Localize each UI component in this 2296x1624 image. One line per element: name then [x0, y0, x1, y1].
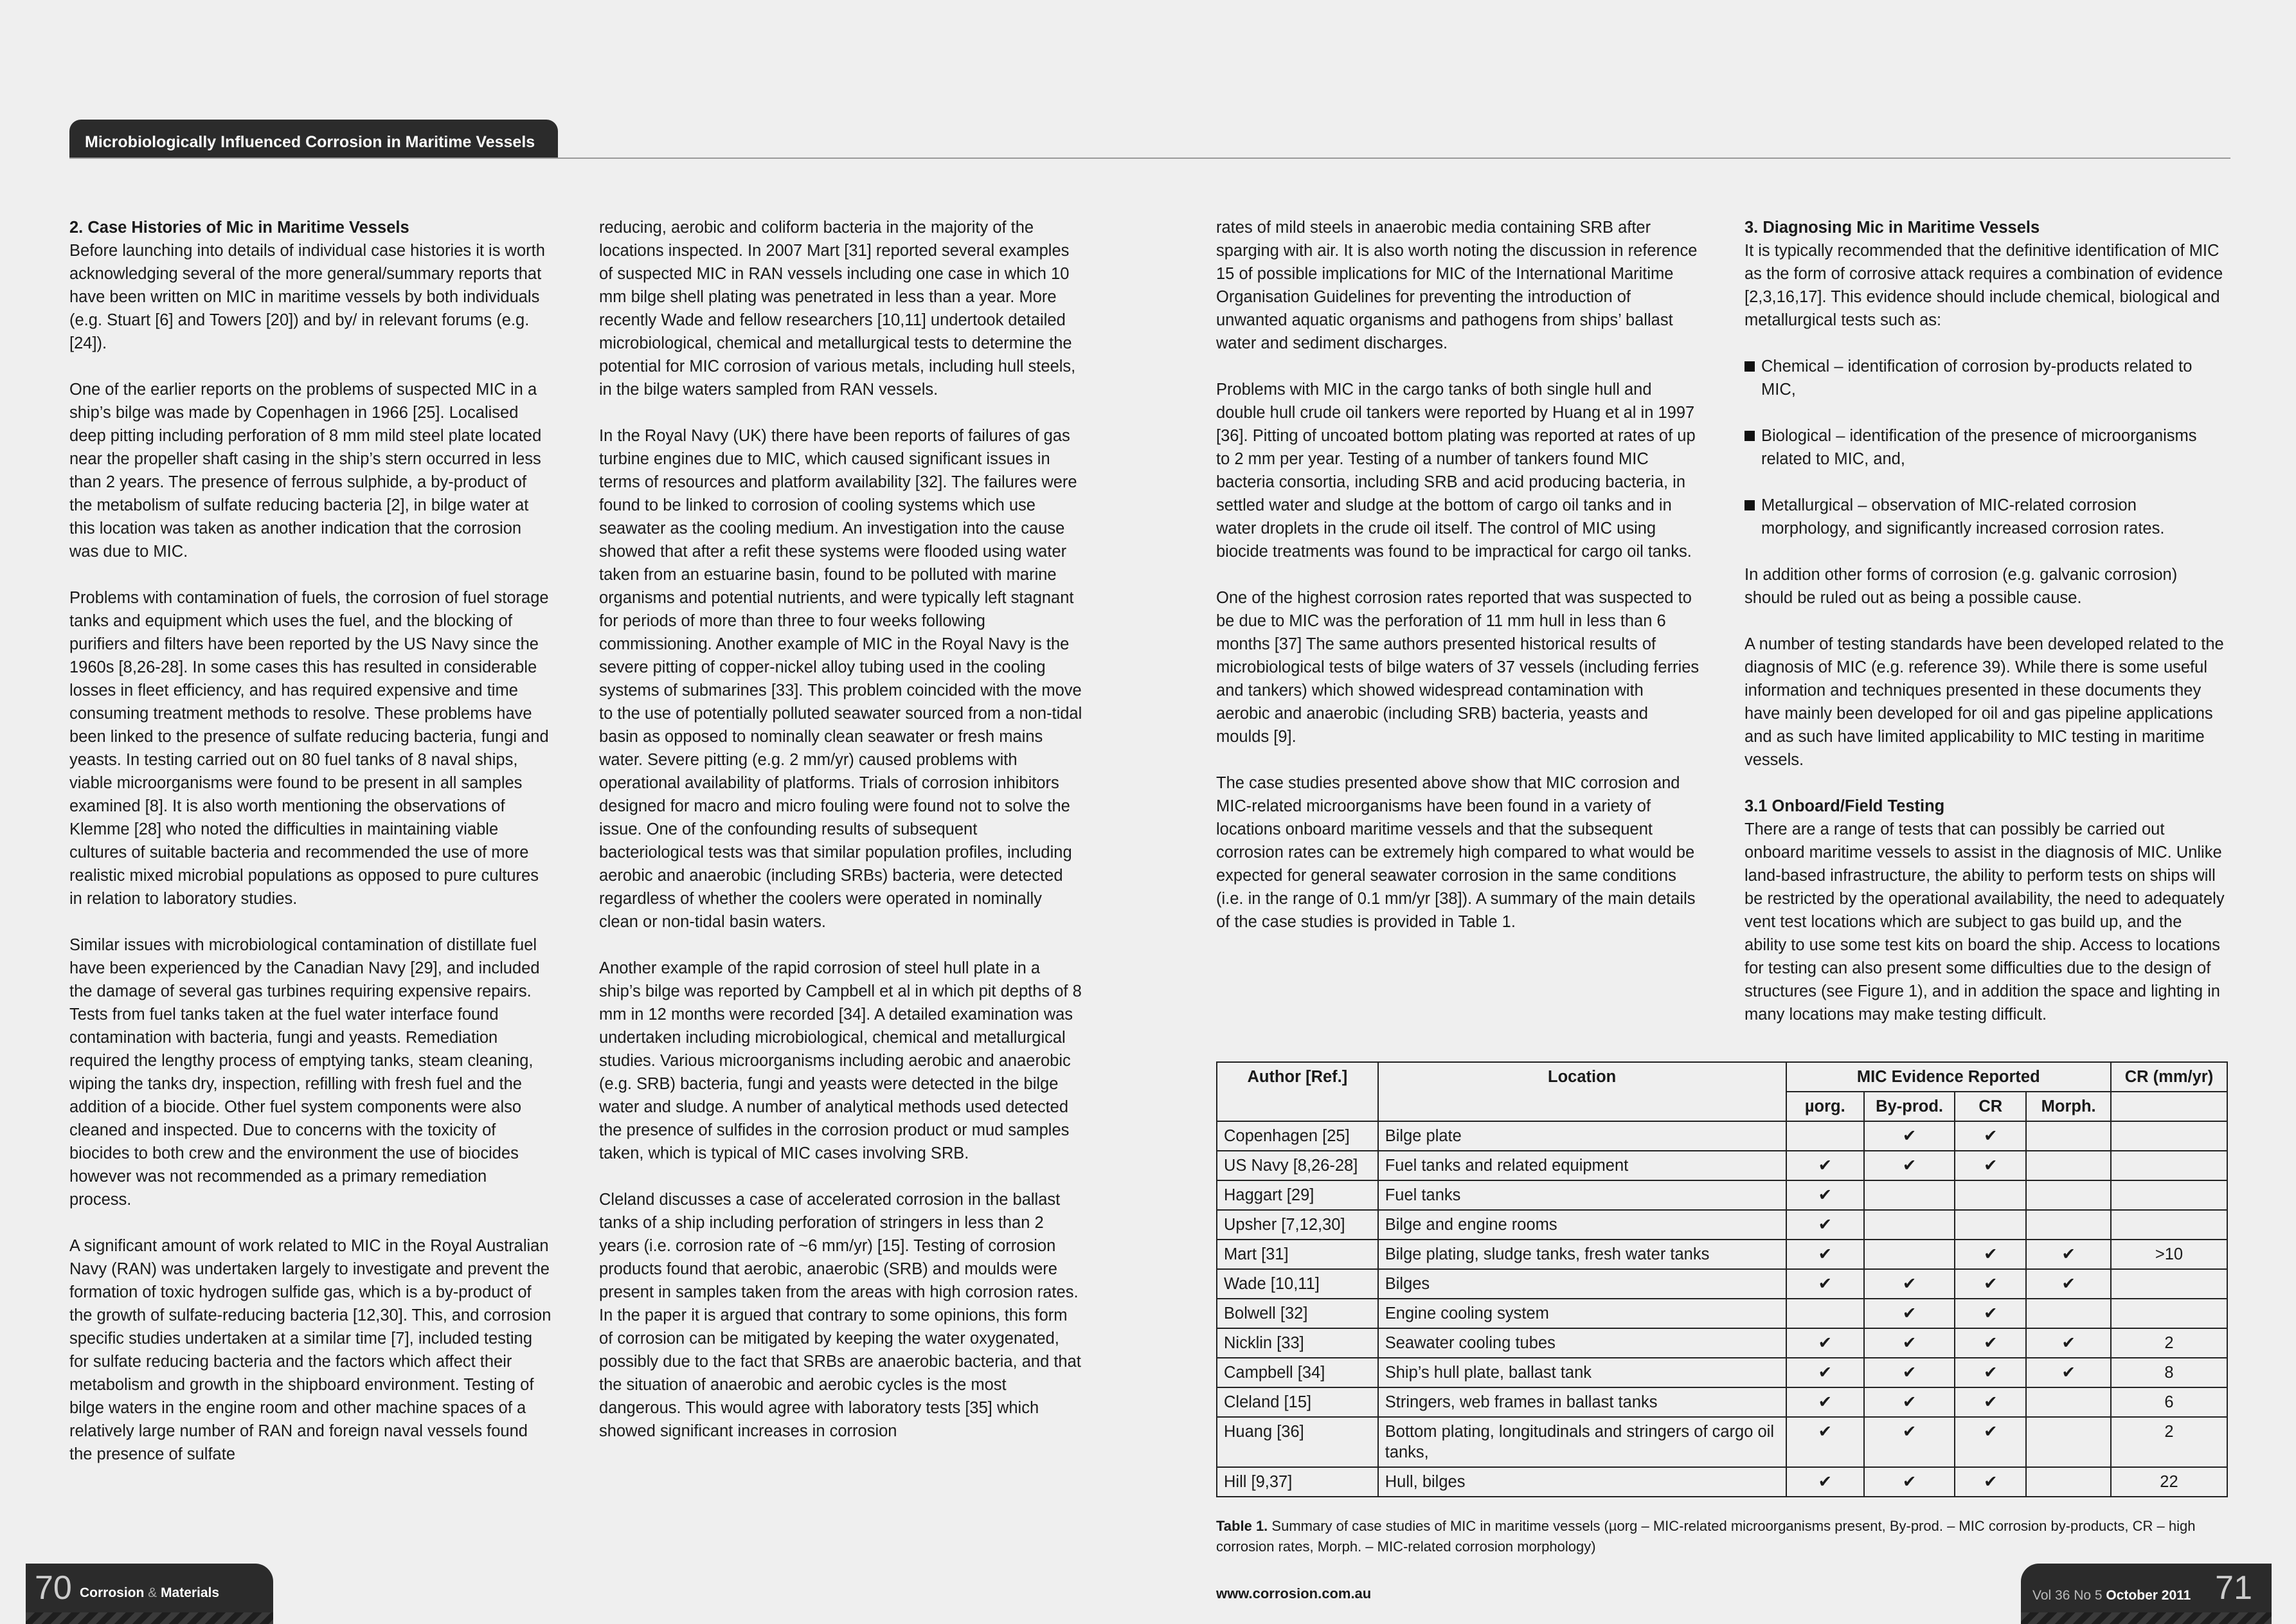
- cell-cr-rate: [2111, 1121, 2227, 1151]
- paragraph: A number of testing standards have been developed related to the diagnosis of MIC (e.g. reference 39). While there is some useful information and techniques presented in these documents they have mainly been developed for oil and gas pipeline applications and as such have limited applicability to MIC testing in maritime vessels.: [1744, 635, 2224, 769]
- cell-cr: ✔: [1955, 1240, 2026, 1269]
- cell-author: Hill [9,37]: [1217, 1467, 1378, 1497]
- col-header-location: Location: [1378, 1062, 1786, 1121]
- cell-cr-rate: [2111, 1210, 2227, 1240]
- cell-cr: ✔: [1955, 1269, 2026, 1299]
- footer-stripes: [26, 1612, 273, 1624]
- paragraph: Similar issues with microbiological contamination of distillate fuel have been experienced by the Canadian Navy [29], and included the damage of several gas turbines requiring expensive repairs. Tests from fuel tanks taken at the fuel water interface found contamination with bacteria, fungi and yeasts. Remediation required the lengthy process of emptying tanks, steam cleaning, wiping the tanks dry, inspection, refilling with fresh fuel and the addition of a biocide. Other fuel system components were also cleaned and inspected. Due to concerns with the toxicity of biocides to both crew and the environment the use of biocides however was not recommended as a primary remediation process.: [69, 936, 540, 1209]
- paragraph: One of the highest corrosion rates reported that was suspected to be due to MIC was the perforation of 11 mm hull in less than 6 months [37] The same authors presented historical results of microbiological tests of bilge waters of 37 vessels (including ferries and tankers) which showed widespread contamination with aerobic and anaerobic (including SRB) bacteria, yeasts and moulds [9].: [1216, 589, 1700, 746]
- cell-author: Upsher [7,12,30]: [1217, 1210, 1378, 1240]
- table-row: [1217, 1328, 2227, 1358]
- cell-uorg: ✔: [1786, 1269, 1864, 1299]
- cell-cr-rate: 22: [2111, 1467, 2227, 1497]
- cell-location: Stringers, web frames in ballast tanks: [1378, 1387, 1786, 1417]
- section-heading-diagnosing: 3. Diagnosing Mic in Maritime Vessels: [1744, 219, 2040, 237]
- magazine-title: Corrosion & Materials: [80, 1585, 220, 1600]
- cell-byprod: ✔: [1864, 1328, 1955, 1358]
- cell-uorg: ✔: [1786, 1240, 1864, 1269]
- cell-cr-rate: [2111, 1180, 2227, 1210]
- cell-morph: [2026, 1121, 2111, 1151]
- paragraph: Cleland discusses a case of accelerated corrosion in the ballast tanks of a ship including perforation of stringers in less than 2 years (i.e. corrosion rate of ~6 mm/yr) [15]. Testing of corrosion products found that aerobic, anaerobic (SRB) and moulds were present in samples taken from the areas with high corrosion rates. In the paper it is argued that contrary to some opinions, this form of corrosion can be mitigated by keeping the water oxygenated, possibly due to the fact that SRBs are anaerobic bacteria, and that the situation of anaerobic and aerobic cycles is the most dangerous. This would agree with laboratory tests [35] which showed significant increases in corrosion: [599, 1191, 1081, 1440]
- cell-byprod: ✔: [1864, 1467, 1955, 1497]
- cell-cr: [1955, 1180, 2026, 1210]
- table-row: [1217, 1240, 2227, 1269]
- cell-location: Bilge plating, sludge tanks, fresh water tanks: [1378, 1240, 1786, 1269]
- cell-cr-rate: 6: [2111, 1387, 2227, 1417]
- cell-location: Fuel tanks: [1378, 1180, 1786, 1210]
- col-header-cr-rate: CR (mm/yr): [2111, 1062, 2227, 1092]
- cell-cr: [1955, 1210, 2026, 1240]
- cell-location: Engine cooling system: [1378, 1299, 1786, 1328]
- cell-cr-rate: [2111, 1299, 2227, 1328]
- cell-morph: ✔: [2026, 1269, 2111, 1299]
- paragraph: Problems with MIC in the cargo tanks of both single hull and double hull crude oil tankers were reported by Huang et al in 1997 [36]. Pitting of uncoated bottom plating was reported at rates of up to 2 mm per year. Testing of a number of tankers found MIC bacteria consortia, including SRB and acid producing bacteria, in settled water and sludge at the bottom of cargo oil tanks and in water droplets in the crude oil itself. The control of MIC using biocide treatments was found to be impractical for cargo oil tanks.: [1216, 381, 1696, 561]
- paragraph: The case studies presented above show that MIC corrosion and MIC-related microorganisms have been found in a variety of locations onboard maritime vessels and that the subsequent corrosion rates can be extremely high compared to what would be expected for general seawater corrosion in the same conditions (i.e. in the range of 0.1 mm/yr [38]). A summary of the main details of the case studies is provided in Table 1.: [1216, 774, 1696, 931]
- cell-cr: ✔: [1955, 1387, 2026, 1417]
- cell-byprod: ✔: [1864, 1387, 1955, 1417]
- cell-author: Nicklin [33]: [1217, 1328, 1378, 1358]
- cell-author: Wade [10,11]: [1217, 1269, 1378, 1299]
- table-row: [1217, 1387, 2227, 1417]
- cell-location: Bottom plating, longitudinals and stringers of cargo oil tanks,: [1378, 1417, 1786, 1467]
- table-row: [1217, 1299, 2227, 1328]
- table-row: [1217, 1417, 2227, 1467]
- paragraph: It is typically recommended that the definitive identification of MIC as the form of corrosive attack requires a combination of evidence [2,3,16,17]. This evidence should include chemical, biological and metallurgical tests such as:: [1744, 242, 2223, 329]
- cell-author: Copenhagen [25]: [1217, 1121, 1378, 1151]
- cell-morph: [2026, 1417, 2111, 1467]
- test-type-list: [1744, 355, 2228, 540]
- paragraph: In addition other forms of corrosion (e.g. galvanic corrosion) should be ruled out as being a possible cause.: [1744, 566, 2178, 607]
- cell-author: Mart [31]: [1217, 1240, 1378, 1269]
- cell-author: Campbell [34]: [1217, 1358, 1378, 1387]
- cell-cr-rate: 2: [2111, 1328, 2227, 1358]
- cell-location: Bilges: [1378, 1269, 1786, 1299]
- footer-left: [26, 1564, 273, 1624]
- cell-byprod: ✔: [1864, 1417, 1955, 1467]
- cell-cr: ✔: [1955, 1417, 2026, 1467]
- cell-cr-rate: 8: [2111, 1358, 2227, 1387]
- cell-uorg: ✔: [1786, 1151, 1864, 1180]
- cell-cr: ✔: [1955, 1299, 2026, 1328]
- col-header-author: Author [Ref.]: [1217, 1062, 1378, 1121]
- cell-morph: ✔: [2026, 1328, 2111, 1358]
- cell-byprod: ✔: [1864, 1299, 1955, 1328]
- footer-stripes: [2021, 1612, 2272, 1624]
- table-row: [1217, 1151, 2227, 1180]
- cell-cr-rate: >10: [2111, 1240, 2227, 1269]
- cell-uorg: ✔: [1786, 1467, 1864, 1497]
- column-2: [599, 216, 1082, 1466]
- section-heading-case-histories: 2. Case Histories of Mic in Maritime Vessels: [69, 219, 409, 237]
- page-number-right: 71: [2215, 1569, 2252, 1607]
- cell-morph: [2026, 1299, 2111, 1328]
- table-row: [1217, 1467, 2227, 1497]
- cell-author: Huang [36]: [1217, 1417, 1378, 1467]
- cell-location: Ship’s hull plate, ballast tank: [1378, 1358, 1786, 1387]
- col-header-evidence: MIC Evidence Reported: [1786, 1062, 2111, 1092]
- col-header-byprod: By-prod.: [1864, 1092, 1955, 1121]
- cell-cr-rate: 2: [2111, 1417, 2227, 1467]
- paragraph: Another example of the rapid corrosion of steel hull plate in a ship’s bilge was reported by Campbell et al in which pit depths of 8 mm in 12 months were recorded [34]. A detailed examination was undertaken including microbiological, chemical and metallurgical studies. Various microorganisms including aerobic and anaerobic (e.g. SRB) bacteria, fungi and yeasts were detected in the bilge water and sludge. A number of analytical methods used detected the presence of sulfides in the corrosion product or mud samples taken, which is typical of MIC cases involving SRB.: [599, 959, 1082, 1162]
- table-caption: Table 1. Summary of case studies of MIC in maritime vessels (µorg – MIC-related microorganisms present, By-prod. – MIC corrosion by-products, CR – high corrosion rates, Morph. – MIC-related corrosion morphology): [1216, 1518, 2196, 1555]
- cell-cr: ✔: [1955, 1467, 2026, 1497]
- cell-morph: [2026, 1151, 2111, 1180]
- column-1: [69, 216, 553, 1489]
- cell-author: Bolwell [32]: [1217, 1299, 1378, 1328]
- bullet-square-icon: [1744, 431, 1755, 441]
- paragraph: Before launching into details of individual case histories it is worth acknowledging several of the more general/summary reports that have been written on MIC in maritime vessels by both individuals (e.g. Stuart [6] and Towers [20]) and by/ in relevant forums (e.g. [24]).: [69, 242, 545, 352]
- bullet-square-icon: [1744, 500, 1755, 510]
- col-header-uorg: µorg.: [1786, 1092, 1864, 1121]
- table-row: [1217, 1358, 2227, 1387]
- paragraph: rates of mild steels in anaerobic media containing SRB after sparging with air. It is also worth noting the discussion in reference 15 of possible implications for MIC of the International Maritime Organisation Guidelines for preventing the introduction of unwanted aquatic organisms and pathogens from ships’ ballast water and sediment discharges.: [1216, 219, 1698, 352]
- header-rule: [69, 158, 2230, 159]
- cell-author: Cleland [15]: [1217, 1387, 1378, 1417]
- column-4: [1744, 216, 2228, 1049]
- cell-uorg: ✔: [1786, 1328, 1864, 1358]
- cell-cr: ✔: [1955, 1151, 2026, 1180]
- paragraph: One of the earlier reports on the problems of suspected MIC in a ship’s bilge was made by Copenhagen in 1966 [25]. Localised deep pitting including perforation of 8 mm mild steel plate located near the propeller shaft casing in the ship’s stern occurred in less than 2 years. The presence of ferrous sulphide, a by-product of the metabolism of sulfate reducing bacteria [2], in bilge water at this location was taken as another indication that the corrosion was due to MIC.: [69, 381, 542, 561]
- cell-uorg: ✔: [1786, 1417, 1864, 1467]
- cell-morph: [2026, 1180, 2111, 1210]
- cell-location: Seawater cooling tubes: [1378, 1328, 1786, 1358]
- cell-uorg: ✔: [1786, 1180, 1864, 1210]
- table-row: [1217, 1121, 2227, 1151]
- cell-cr: ✔: [1955, 1358, 2026, 1387]
- cell-cr-rate: [2111, 1269, 2227, 1299]
- cell-uorg: [1786, 1299, 1864, 1328]
- cell-byprod: ✔: [1864, 1121, 1955, 1151]
- cell-morph: ✔: [2026, 1358, 2111, 1387]
- paragraph: In the Royal Navy (UK) there have been reports of failures of gas turbine engines due to MIC, which caused significant issues in terms of resources and platform availability [32]. The failures were found to be linked to corrosion of cooling systems which use seawater as the cooling medium. An investigation into the cause showed that after a refit these systems were flooded using water taken from an estuarine basin, found to be polluted with marine organisms and potential nutrients, and were typically left stagnant for periods of more than three to four weeks following commissioning. Another example of MIC in the Royal Navy is the severe pitting of copper-nickel alloy tubing used in the cooling systems of submarines [33]. This problem coincided with the move to the use of potentially polluted seawater sourced from a non-tidal basin as opposed to nominally clean seawater or fresh mains water. Severe pitting (e.g. 2 mm/yr) caused problems with operational availability of platforms. Trials of corrosion inhibitors designed for macro and micro fouling were found not to solve the issue. One of the confounding results of subsequent bacteriological tests was that similar population profiles, including aerobic and anaerobic (including SRBs) bacteria, were detected regardless of whether the coolers were operated in nominally clean or non-tidal basin waters.: [599, 427, 1082, 931]
- cell-morph: [2026, 1467, 2111, 1497]
- cell-location: Fuel tanks and related equipment: [1378, 1151, 1786, 1180]
- col-header-cr: CR: [1955, 1092, 2026, 1121]
- section-header-tab: Microbiologically Influenced Corrosion in Maritime Vessels: [69, 120, 558, 158]
- bullet-square-icon: [1744, 361, 1755, 372]
- cell-byprod: [1864, 1180, 1955, 1210]
- column-3: [1216, 216, 1700, 957]
- table-row: [1217, 1210, 2227, 1240]
- cell-author: US Navy [8,26-28]: [1217, 1151, 1378, 1180]
- paragraph: Problems with contamination of fuels, the corrosion of fuel storage tanks and equipment which uses the fuel, and the blocking of purifiers and filters have been reported by the US Navy since the 1960s [8,26-28]. In some cases this has resulted in considerable losses in fleet efficiency, and has required expensive and time consuming treatment methods to resolve. These problems have been linked to the presence of sulfate reducing bacteria, fungi and yeasts. In testing carried out on 80 fuel tanks of 8 naval ships, viable microorganisms were found to be present in all samples examined [8]. It is also worth mentioning the observations of Klemme [28] who noted the difficulties in maintaining viable cultures of suitable bacteria and recommended the use of more realistic mixed microbial populations as opposed to pure cultures in relation to laboratory studies.: [69, 589, 549, 908]
- cell-morph: [2026, 1210, 2111, 1240]
- case-studies-table: [1216, 1061, 2228, 1497]
- page-number-left: 70: [35, 1569, 72, 1607]
- cell-uorg: ✔: [1786, 1210, 1864, 1240]
- col-header-blank: [2111, 1092, 2227, 1121]
- paragraph: reducing, aerobic and coliform bacteria in the majority of the locations inspected. In 2007 Mart [31] reported several examples of suspected MIC in RAN vessels including one case in which 10 mm bilge shell plating was penetrated in less than a year. More recently Wade and fellow researchers [10,11] undertook detailed microbiological, chemical and metallurgical tests to determine the potential for MIC corrosion of various metals, including hull steels, in the bilge waters sampled from RAN vessels.: [599, 219, 1076, 399]
- website-url: www.corrosion.com.au: [1216, 1585, 1372, 1601]
- cell-byprod: ✔: [1864, 1151, 1955, 1180]
- cell-cr: ✔: [1955, 1328, 2026, 1358]
- cell-byprod: ✔: [1864, 1358, 1955, 1387]
- paragraph: There are a range of tests that can possibly be carried out onboard maritime vessels to assist in the diagnosis of MIC. Unlike land-based infrastructure, the ability to perform tests on ships will be restricted by the operational availability, the need to adequately vent test locations which are subject to gas build up, and the ability to use some test kits on board the ship. Access to locations for testing can also present some difficulties due to the design of structures (see Figure 1), and in addition the space and lighting in many locations may make testing difficult.: [1744, 820, 2225, 1024]
- cell-byprod: [1864, 1210, 1955, 1240]
- cell-morph: [2026, 1387, 2111, 1417]
- cell-cr-rate: [2111, 1151, 2227, 1180]
- paragraph: A significant amount of work related to MIC in the Royal Australian Navy (RAN) was undertaken largely to investigate and prevent the formation of toxic hydrogen sulfide gas, which is a by-product of the growth of sulfate-reducing bacteria [12,30]. This, and corrosion specific studies undertaken at a similar time [7], included testing for sulfate reducing bacteria and the factors which affect their metabolism and growth in the shipboard environment. Testing of bilge waters in the engine room and other machine spaces of a relatively large number of RAN and foreign naval vessels found the presence of sulfate: [69, 1237, 552, 1463]
- cell-cr: ✔: [1955, 1121, 2026, 1151]
- footer-right: [2021, 1564, 2272, 1624]
- table-row: [1217, 1269, 2227, 1299]
- table-row: [1217, 1180, 2227, 1210]
- cell-uorg: ✔: [1786, 1387, 1864, 1417]
- cell-uorg: ✔: [1786, 1358, 1864, 1387]
- list-item: Metallurgical – observation of MIC-related corrosion morphology, and significantly increased corrosion rates.: [1744, 494, 2228, 540]
- cell-morph: ✔: [2026, 1240, 2111, 1269]
- list-item: Biological – identification of the presence of microorganisms related to MIC, and,: [1744, 424, 2228, 471]
- col-header-morph: Morph.: [2026, 1092, 2111, 1121]
- cell-uorg: [1786, 1121, 1864, 1151]
- list-item: Chemical – identification of corrosion by-products related to MIC,: [1744, 355, 2228, 401]
- cell-location: Hull, bilges: [1378, 1467, 1786, 1497]
- cell-location: Bilge and engine rooms: [1378, 1210, 1786, 1240]
- issue-info: Vol 36 No 5 October 2011: [2032, 1588, 2191, 1603]
- cell-location: Bilge plate: [1378, 1121, 1786, 1151]
- subsection-heading-onboard-testing: 3.1 Onboard/Field Testing: [1744, 797, 1945, 815]
- cell-byprod: ✔: [1864, 1269, 1955, 1299]
- cell-author: Haggart [29]: [1217, 1180, 1378, 1210]
- cell-byprod: [1864, 1240, 1955, 1269]
